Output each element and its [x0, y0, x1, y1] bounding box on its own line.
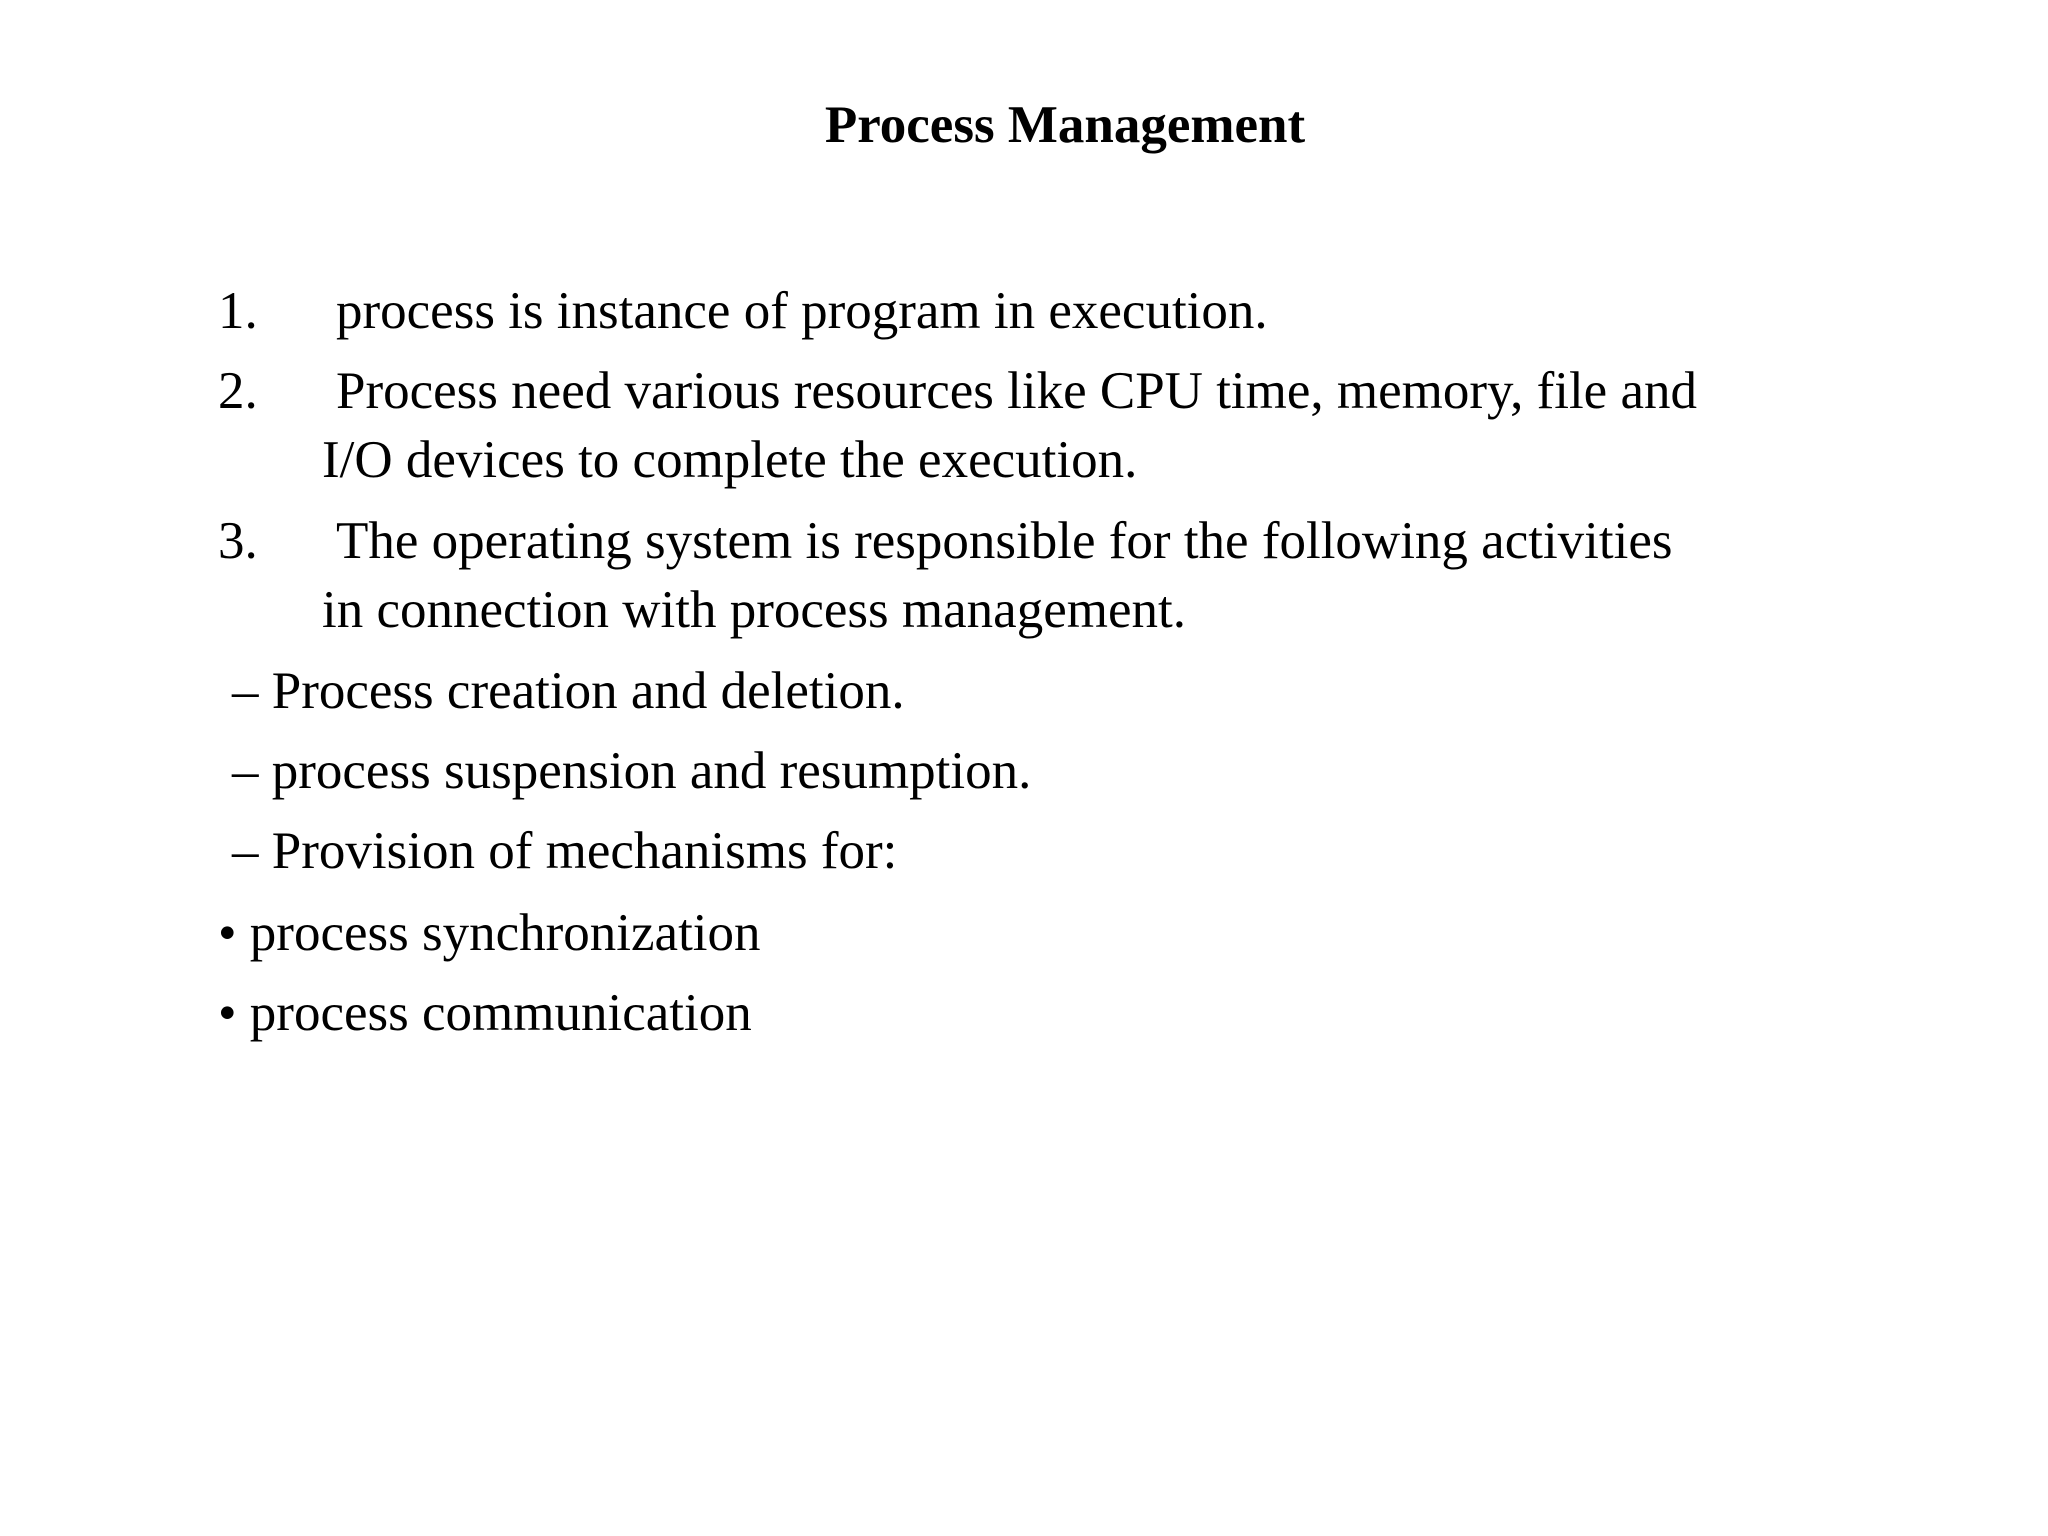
dash-item-3: – Provision of mechanisms for:	[232, 822, 898, 880]
dash-item-2: – process suspension and resumption.	[232, 742, 1032, 800]
list-item-2-line-1: Process need various resources like CPU time, memory, file and	[336, 362, 1697, 420]
list-item-2-line-2: I/O devices to complete the execution.	[322, 431, 1138, 489]
list-number-3: 3.	[218, 512, 258, 570]
list-number-2: 2.	[218, 362, 258, 420]
list-item-3-line-1: The operating system is responsible for the following activities	[336, 512, 1673, 570]
bullet-item-1: • process synchronization	[218, 904, 761, 962]
slide-title: Process Management	[824, 96, 1306, 154]
list-item-3-line-2: in connection with process management.	[322, 581, 1186, 639]
dash-item-1: – Process creation and deletion.	[232, 662, 905, 720]
list-number-1: 1.	[218, 282, 258, 340]
list-item-1-line-1: process is instance of program in execution.	[336, 282, 1268, 340]
bullet-item-2: • process communication	[218, 984, 752, 1042]
